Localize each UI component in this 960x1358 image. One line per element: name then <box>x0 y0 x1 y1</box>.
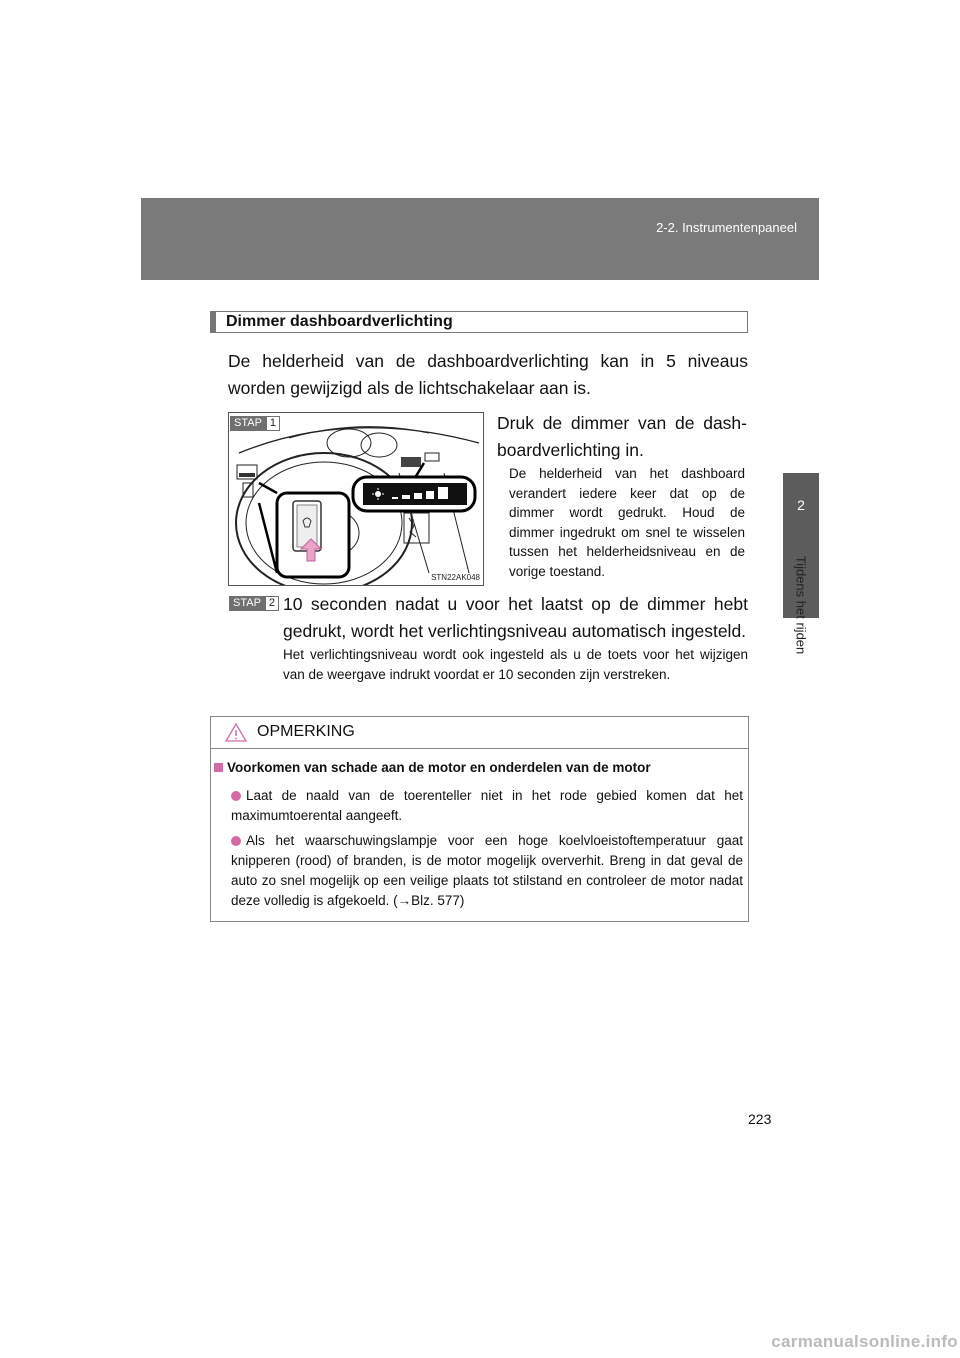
intro-paragraph: De helderheid van de dashboardverlichting kan in 5 niveaus worden gewijzigd als de lichtschakelaar aan is. <box>228 351 748 398</box>
step-1-note: De helderheid van het dashboard verandert iedere keer dat op de dimmer wordt gedrukt. Houd de dimmer ingedrukt om snel te wisselen tussen het helderheidsniveau en de vorige toestand. <box>509 466 745 579</box>
step-1-text: Druk de dimmer van de dashboardverlichting in. <box>497 413 747 460</box>
notice-subtitle <box>214 760 651 775</box>
notice-subtitle-text: Voorkomen van schade aan de motor en onderdelen van de motor <box>227 760 651 775</box>
step-2-badge-number: 2 <box>265 596 279 611</box>
square-bullet-icon <box>214 763 223 772</box>
step-2-text: 10 seconden nadat u voor het laatst op de dimmer hebt gedrukt, wordt het verlichtingsniveau automatisch ingesteld. <box>283 594 748 641</box>
notice-box <box>210 716 749 922</box>
chapter-label <box>776 540 826 670</box>
notice-title: OPMERKING <box>257 723 355 740</box>
notice-bullet-text: Laat de naald van de toerenteller niet in het rode gebied komen dat het maximumtoerental aangeeft. <box>231 788 743 823</box>
step-1-badge-number: 1 <box>266 416 280 431</box>
dashboard-dimmer-illustration <box>229 413 483 585</box>
section-heading: 2-2. Instrumentenpaneel <box>656 220 797 235</box>
step-1-badge <box>230 416 280 431</box>
notice-header <box>211 717 748 749</box>
chapter-number: 2 <box>797 497 805 513</box>
watermark: carmanualsonline.info <box>771 1332 958 1351</box>
warning-triangle-icon <box>225 723 247 742</box>
notice-bullet <box>231 786 743 826</box>
bullet-dot-icon <box>231 836 241 846</box>
section-title: Dimmer dashboardverlichting <box>226 313 453 330</box>
notice-bullet-text: Als het waarschuwingslampje voor een hoge koelvloeistoftemperatuur gaat knipperen (rood) of branden, is de motor mogelijk oververhit. Breng in dat geval de auto zo snel mogelijk op een veilige plaats tot stilstand en controleer de motor nadat deze volledig is afgekoeld. (→Blz. 577) <box>231 833 743 908</box>
figure-code: STN22AK048 <box>431 573 480 582</box>
step-2-note: Het verlichtingsniveau wordt ook ingesteld als u de toets voor het wijzigen van de weergave indrukt voordat er 10 seconden zijn verstreken. <box>283 647 748 682</box>
step-2-badge-label: STAP <box>229 596 265 611</box>
bullet-dot-icon <box>231 791 241 801</box>
section-title-box <box>210 311 748 333</box>
chapter-label-text: Tijdens het rijden <box>793 555 809 655</box>
step-1-badge-label: STAP <box>230 416 266 431</box>
figure-dashboard <box>228 412 484 586</box>
step-2-badge <box>229 596 279 611</box>
notice-bullet <box>231 831 743 911</box>
header-band <box>141 198 819 280</box>
page-number: 223 <box>748 1111 772 1127</box>
